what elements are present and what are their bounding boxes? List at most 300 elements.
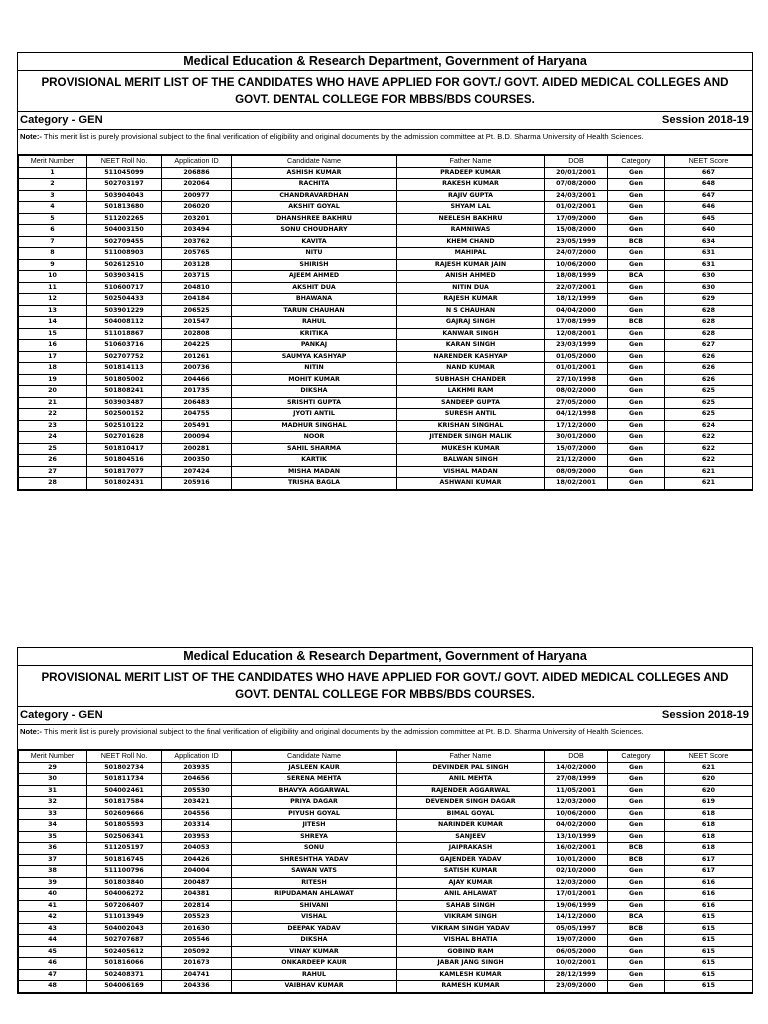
cell-dob: 15/07/2000 xyxy=(545,443,608,455)
cell-father-name: SUBHASH CHANDER xyxy=(397,374,545,386)
cell-neet-roll-no: 502609666 xyxy=(87,808,162,820)
cell-neet-score: 620 xyxy=(665,774,753,786)
cell-father-name: LAKHMI RAM xyxy=(397,386,545,398)
cell-father-name: RAMNIWAS xyxy=(397,225,545,237)
cell-father-name: KAMLESH KUMAR xyxy=(397,969,545,981)
cell-candidate-name: DEEPAK YADAV xyxy=(232,923,397,935)
cell-neet-score: 617 xyxy=(665,866,753,878)
cell-father-name: ANISH AHMED xyxy=(397,271,545,283)
cell-merit-number: 22 xyxy=(19,409,87,421)
cell-application-id: 205765 xyxy=(162,248,232,260)
cell-neet-roll-no: 502500152 xyxy=(87,409,162,421)
cell-category: Gen xyxy=(608,935,665,947)
cell-neet-roll-no: 502612510 xyxy=(87,259,162,271)
cell-category: Gen xyxy=(608,202,665,214)
cell-category: Gen xyxy=(608,294,665,306)
cell-application-id: 205491 xyxy=(162,420,232,432)
cell-dob: 15/08/2000 xyxy=(545,225,608,237)
table-row xyxy=(19,820,753,832)
cell-application-id: 200281 xyxy=(162,443,232,455)
cell-category: Gen xyxy=(608,774,665,786)
cell-merit-number: 14 xyxy=(19,317,87,329)
cell-father-name: VISHAL MADAN xyxy=(397,466,545,478)
table-row xyxy=(19,762,753,774)
cell-application-id: 201673 xyxy=(162,958,232,970)
cell-merit-number: 41 xyxy=(19,900,87,912)
cell-neet-score: 616 xyxy=(665,877,753,889)
cell-neet-roll-no: 503901229 xyxy=(87,305,162,317)
cell-merit-number: 23 xyxy=(19,420,87,432)
cell-merit-number: 10 xyxy=(19,271,87,283)
cell-neet-roll-no: 510603716 xyxy=(87,340,162,352)
cell-candidate-name: SHIRISH xyxy=(232,259,397,271)
table-row xyxy=(19,912,753,924)
cell-neet-roll-no: 502709455 xyxy=(87,236,162,248)
cell-dob: 10/02/2001 xyxy=(545,958,608,970)
cell-father-name: KARAN SINGH xyxy=(397,340,545,352)
cell-father-name: SANDEEP GUPTA xyxy=(397,397,545,409)
cell-father-name: JAIPRAKASH xyxy=(397,843,545,855)
cell-merit-number: 34 xyxy=(19,820,87,832)
table-row xyxy=(19,236,753,248)
cell-neet-roll-no: 502703197 xyxy=(87,179,162,191)
note-text: This merit list is purely provisional subject to the final verification of eligibility and original documents by the admission committee at Pt. B.D. Sharma University of Health Sciences. xyxy=(41,132,644,141)
cell-neet-score: 631 xyxy=(665,259,753,271)
cell-candidate-name: NITIN xyxy=(232,363,397,375)
cell-category: Gen xyxy=(608,225,665,237)
table-row xyxy=(19,889,753,901)
cell-category: Gen xyxy=(608,831,665,843)
cell-category: Gen xyxy=(608,455,665,467)
cell-neet-roll-no: 501817584 xyxy=(87,797,162,809)
cell-father-name: VIKRAM SINGH xyxy=(397,912,545,924)
column-header-father-name: Father Name xyxy=(397,156,545,168)
cell-category: BCB xyxy=(608,843,665,855)
cell-neet-score: 615 xyxy=(665,981,753,993)
cell-dob: 24/03/2001 xyxy=(545,190,608,202)
cell-father-name: VIKRAM SINGH YADAV xyxy=(397,923,545,935)
cell-merit-number: 3 xyxy=(19,190,87,202)
cell-category: Gen xyxy=(608,466,665,478)
column-header-category: Category xyxy=(608,751,665,763)
cell-application-id: 205523 xyxy=(162,912,232,924)
table-row xyxy=(19,190,753,202)
table-row xyxy=(19,923,753,935)
cell-application-id: 201547 xyxy=(162,317,232,329)
table-row xyxy=(19,843,753,855)
category-label: Category - GEN xyxy=(20,709,103,721)
cell-category: Gen xyxy=(608,420,665,432)
cell-neet-roll-no: 501811734 xyxy=(87,774,162,786)
cell-neet-score: 640 xyxy=(665,225,753,237)
cell-dob: 13/10/1999 xyxy=(545,831,608,843)
cell-application-id: 201261 xyxy=(162,351,232,363)
cell-neet-score: 617 xyxy=(665,854,753,866)
column-header-dob: DOB xyxy=(545,156,608,168)
table-row xyxy=(19,282,753,294)
cell-category: Gen xyxy=(608,478,665,490)
table-row xyxy=(19,478,753,490)
cell-application-id: 202808 xyxy=(162,328,232,340)
table-row xyxy=(19,351,753,363)
cell-father-name: N S CHAUHAN xyxy=(397,305,545,317)
table-row xyxy=(19,808,753,820)
column-header-father-name: Father Name xyxy=(397,751,545,763)
cell-candidate-name: CHANDRAVARDHAN xyxy=(232,190,397,202)
cell-neet-roll-no: 504002043 xyxy=(87,923,162,935)
cell-neet-roll-no: 502707687 xyxy=(87,935,162,947)
cell-application-id: 203715 xyxy=(162,271,232,283)
cell-merit-number: 37 xyxy=(19,854,87,866)
table-row xyxy=(19,271,753,283)
cell-category: BCB xyxy=(608,923,665,935)
cell-neet-roll-no: 511018867 xyxy=(87,328,162,340)
cell-candidate-name: RAHUL xyxy=(232,969,397,981)
cell-merit-number: 43 xyxy=(19,923,87,935)
cell-candidate-name: PIYUSH GOYAL xyxy=(232,808,397,820)
cell-category: Gen xyxy=(608,305,665,317)
cell-category: Gen xyxy=(608,946,665,958)
cell-application-id: 200094 xyxy=(162,432,232,444)
column-header-neet-score: NEET Score xyxy=(665,751,753,763)
cell-neet-roll-no: 501814113 xyxy=(87,363,162,375)
cell-merit-number: 20 xyxy=(19,386,87,398)
column-header-neet-roll-no: NEET Roll No. xyxy=(87,751,162,763)
cell-application-id: 205530 xyxy=(162,785,232,797)
table-row xyxy=(19,877,753,889)
table-row xyxy=(19,409,753,421)
cell-father-name: JITENDER SINGH MALIK xyxy=(397,432,545,444)
table-row xyxy=(19,340,753,352)
cell-candidate-name: PRIYA DAGAR xyxy=(232,797,397,809)
cell-category: Gen xyxy=(608,340,665,352)
cell-merit-number: 19 xyxy=(19,374,87,386)
list-title xyxy=(18,71,752,111)
cell-father-name: NAND KUMAR xyxy=(397,363,545,375)
cell-category: Gen xyxy=(608,282,665,294)
cell-application-id: 201630 xyxy=(162,923,232,935)
column-header-category: Category xyxy=(608,156,665,168)
cell-father-name: GOBIND RAM xyxy=(397,946,545,958)
cell-neet-roll-no: 501804516 xyxy=(87,455,162,467)
cell-category: BCB xyxy=(608,236,665,248)
cell-merit-number: 42 xyxy=(19,912,87,924)
cell-dob: 08/09/2000 xyxy=(545,466,608,478)
cell-dob: 04/04/2000 xyxy=(545,305,608,317)
table-row xyxy=(19,305,753,317)
cell-neet-score: 616 xyxy=(665,900,753,912)
cell-father-name: RAJESH KUMAR JAIN xyxy=(397,259,545,271)
cell-neet-roll-no: 504008112 xyxy=(87,317,162,329)
cell-neet-roll-no: 504006272 xyxy=(87,889,162,901)
table-row xyxy=(19,397,753,409)
cell-candidate-name: TRISHA BAGLA xyxy=(232,478,397,490)
column-header-dob: DOB xyxy=(545,751,608,763)
cell-father-name: NARINDER KUMAR xyxy=(397,820,545,832)
cell-application-id: 202814 xyxy=(162,900,232,912)
cell-candidate-name: SHIVANI xyxy=(232,900,397,912)
cell-merit-number: 32 xyxy=(19,797,87,809)
cell-neet-score: 630 xyxy=(665,282,753,294)
cell-category: Gen xyxy=(608,248,665,260)
cell-candidate-name: JITESH xyxy=(232,820,397,832)
cell-neet-score: 647 xyxy=(665,190,753,202)
cell-candidate-name: NOOR xyxy=(232,432,397,444)
list-title-line-1: PROVISIONAL MERIT LIST OF THE CANDIDATES WHO HAVE APPLIED FOR GOVT./ GOVT. AIDED MEDICAL COLLEGES AND xyxy=(41,76,729,89)
cell-neet-roll-no: 501817077 xyxy=(87,466,162,478)
cell-merit-number: 24 xyxy=(19,432,87,444)
note xyxy=(18,130,752,155)
cell-merit-number: 6 xyxy=(19,225,87,237)
cell-neet-score: 618 xyxy=(665,820,753,832)
cell-dob: 17/01/2001 xyxy=(545,889,608,901)
cell-category: Gen xyxy=(608,762,665,774)
cell-merit-number: 4 xyxy=(19,202,87,214)
cell-application-id: 200977 xyxy=(162,190,232,202)
cell-dob: 05/05/1997 xyxy=(545,923,608,935)
cell-neet-roll-no: 502405612 xyxy=(87,946,162,958)
merit-table xyxy=(18,155,753,490)
cell-neet-roll-no: 511100796 xyxy=(87,866,162,878)
cell-candidate-name: SRISHTI GUPTA xyxy=(232,397,397,409)
cell-application-id: 204053 xyxy=(162,843,232,855)
cell-application-id: 204004 xyxy=(162,866,232,878)
cell-dob: 27/10/1998 xyxy=(545,374,608,386)
merit-table xyxy=(18,750,753,993)
cell-dob: 17/08/1999 xyxy=(545,317,608,329)
table-row xyxy=(19,946,753,958)
column-header-neet-score: NEET Score xyxy=(665,156,753,168)
cell-dob: 06/05/2000 xyxy=(545,946,608,958)
table-row xyxy=(19,374,753,386)
column-header-merit-number: Merit Number xyxy=(19,156,87,168)
cell-candidate-name: BHAVYA AGGARWAL xyxy=(232,785,397,797)
cell-neet-roll-no: 510600717 xyxy=(87,282,162,294)
cell-neet-score: 667 xyxy=(665,167,753,179)
table-row xyxy=(19,455,753,467)
cell-application-id: 202064 xyxy=(162,179,232,191)
cell-merit-number: 30 xyxy=(19,774,87,786)
cell-category: Gen xyxy=(608,443,665,455)
cell-neet-score: 621 xyxy=(665,478,753,490)
cell-father-name: ANIL AHLAWAT xyxy=(397,889,545,901)
merit-list-sheet-2 xyxy=(17,647,753,994)
cell-merit-number: 13 xyxy=(19,305,87,317)
cell-neet-score: 619 xyxy=(665,797,753,809)
cell-dob: 01/01/2001 xyxy=(545,363,608,375)
cell-dob: 23/09/2000 xyxy=(545,981,608,993)
category-session-row xyxy=(18,706,752,725)
cell-neet-score: 628 xyxy=(665,317,753,329)
cell-neet-score: 625 xyxy=(665,397,753,409)
cell-dob: 23/03/1999 xyxy=(545,340,608,352)
cell-application-id: 203128 xyxy=(162,259,232,271)
cell-father-name: BALWAN SINGH xyxy=(397,455,545,467)
cell-application-id: 204466 xyxy=(162,374,232,386)
cell-merit-number: 25 xyxy=(19,443,87,455)
cell-father-name: JABAR JANG SINGH xyxy=(397,958,545,970)
cell-candidate-name: KRITIKA xyxy=(232,328,397,340)
cell-category: Gen xyxy=(608,328,665,340)
cell-dob: 17/12/2000 xyxy=(545,420,608,432)
cell-application-id: 204810 xyxy=(162,282,232,294)
table-row xyxy=(19,797,753,809)
cell-application-id: 201735 xyxy=(162,386,232,398)
cell-candidate-name: VISHAL xyxy=(232,912,397,924)
cell-merit-number: 36 xyxy=(19,843,87,855)
cell-merit-number: 27 xyxy=(19,466,87,478)
cell-application-id: 205092 xyxy=(162,946,232,958)
cell-application-id: 204426 xyxy=(162,854,232,866)
column-header-application-id: Application ID xyxy=(162,751,232,763)
cell-dob: 12/03/2000 xyxy=(545,797,608,809)
cell-neet-score: 625 xyxy=(665,386,753,398)
table-header-row xyxy=(19,156,753,168)
cell-candidate-name: MOHIT KUMAR xyxy=(232,374,397,386)
table-row xyxy=(19,225,753,237)
table-row xyxy=(19,466,753,478)
table-row xyxy=(19,900,753,912)
cell-father-name: RAJESH KUMAR xyxy=(397,294,545,306)
cell-application-id: 205916 xyxy=(162,478,232,490)
cell-merit-number: 17 xyxy=(19,351,87,363)
cell-category: Gen xyxy=(608,785,665,797)
cell-candidate-name: KARTIK xyxy=(232,455,397,467)
table-row xyxy=(19,981,753,993)
column-header-neet-roll-no: NEET Roll No. xyxy=(87,156,162,168)
cell-merit-number: 8 xyxy=(19,248,87,260)
note-text: This merit list is purely provisional subject to the final verification of eligibility and original documents by the admission committee at Pt. B.D. Sharma University of Health Sciences. xyxy=(41,727,644,736)
cell-application-id: 204184 xyxy=(162,294,232,306)
session-label: Session 2018-19 xyxy=(661,114,749,126)
cell-category: Gen xyxy=(608,820,665,832)
cell-candidate-name: TARUN CHAUHAN xyxy=(232,305,397,317)
cell-candidate-name: KAVITA xyxy=(232,236,397,248)
table-row xyxy=(19,958,753,970)
cell-dob: 04/02/2000 xyxy=(545,820,608,832)
cell-dob: 04/12/1998 xyxy=(545,409,608,421)
cell-neet-score: 628 xyxy=(665,328,753,340)
cell-neet-score: 629 xyxy=(665,294,753,306)
cell-neet-score: 620 xyxy=(665,785,753,797)
cell-application-id: 205546 xyxy=(162,935,232,947)
cell-merit-number: 18 xyxy=(19,363,87,375)
cell-neet-score: 615 xyxy=(665,923,753,935)
cell-father-name: KRISHAN SINGHAL xyxy=(397,420,545,432)
cell-candidate-name: AKSHIT GOYAL xyxy=(232,202,397,214)
cell-candidate-name: SONU xyxy=(232,843,397,855)
cell-merit-number: 48 xyxy=(19,981,87,993)
cell-neet-score: 622 xyxy=(665,443,753,455)
cell-father-name: MUKESH KUMAR xyxy=(397,443,545,455)
cell-neet-score: 615 xyxy=(665,946,753,958)
cell-application-id: 204755 xyxy=(162,409,232,421)
cell-candidate-name: SERENA MEHTA xyxy=(232,774,397,786)
cell-merit-number: 26 xyxy=(19,455,87,467)
cell-dob: 01/05/2000 xyxy=(545,351,608,363)
cell-dob: 23/05/1999 xyxy=(545,236,608,248)
cell-category: Gen xyxy=(608,432,665,444)
cell-application-id: 204381 xyxy=(162,889,232,901)
cell-dob: 27/05/2000 xyxy=(545,397,608,409)
table-row xyxy=(19,328,753,340)
cell-dob: 18/08/1999 xyxy=(545,271,608,283)
category-session-row xyxy=(18,111,752,130)
cell-father-name: PRADEEP KUMAR xyxy=(397,167,545,179)
cell-candidate-name: SAWAN VATS xyxy=(232,866,397,878)
cell-candidate-name: DIKSHA xyxy=(232,935,397,947)
cell-dob: 30/01/2000 xyxy=(545,432,608,444)
cell-merit-number: 33 xyxy=(19,808,87,820)
cell-category: Gen xyxy=(608,958,665,970)
list-title-line-2: GOVT. DENTAL COLLEGE FOR MBBS/BDS COURSES. xyxy=(235,688,535,701)
cell-neet-score: 624 xyxy=(665,420,753,432)
cell-neet-score: 627 xyxy=(665,340,753,352)
cell-application-id: 203314 xyxy=(162,820,232,832)
note-label: Note:- xyxy=(20,132,42,141)
cell-category: Gen xyxy=(608,179,665,191)
table-row xyxy=(19,854,753,866)
cell-application-id: 206020 xyxy=(162,202,232,214)
table-row xyxy=(19,866,753,878)
cell-category: BCB xyxy=(608,317,665,329)
cell-father-name: RAKESH KUMAR xyxy=(397,179,545,191)
cell-candidate-name: SHRESHTHA YADAV xyxy=(232,854,397,866)
cell-dob: 27/08/1999 xyxy=(545,774,608,786)
cell-category: Gen xyxy=(608,351,665,363)
cell-candidate-name: VINAY KUMAR xyxy=(232,946,397,958)
cell-neet-score: 625 xyxy=(665,409,753,421)
cell-application-id: 204656 xyxy=(162,774,232,786)
cell-neet-roll-no: 501808241 xyxy=(87,386,162,398)
table-row xyxy=(19,317,753,329)
department-title: Medical Education & Research Department, Government of Haryana xyxy=(18,648,752,666)
cell-merit-number: 31 xyxy=(19,785,87,797)
cell-dob: 14/12/2000 xyxy=(545,912,608,924)
cell-candidate-name: VAIBHAV KUMAR xyxy=(232,981,397,993)
cell-dob: 12/08/2001 xyxy=(545,328,608,340)
cell-candidate-name: RIPUDAMAN AHLAWAT xyxy=(232,889,397,901)
cell-category: BCA xyxy=(608,271,665,283)
cell-father-name: ANIL MEHTA xyxy=(397,774,545,786)
cell-dob: 14/02/2000 xyxy=(545,762,608,774)
cell-neet-score: 622 xyxy=(665,432,753,444)
cell-category: BCA xyxy=(608,912,665,924)
cell-neet-score: 616 xyxy=(665,889,753,901)
cell-candidate-name: DHANSHREE BAKHRU xyxy=(232,213,397,225)
cell-neet-score: 615 xyxy=(665,958,753,970)
cell-father-name: SANJEEV xyxy=(397,831,545,843)
cell-dob: 22/07/2001 xyxy=(545,282,608,294)
cell-application-id: 200736 xyxy=(162,363,232,375)
cell-merit-number: 2 xyxy=(19,179,87,191)
cell-candidate-name: JASLEEN KAUR xyxy=(232,762,397,774)
cell-father-name: NARENDER KASHYAP xyxy=(397,351,545,363)
cell-father-name: RAJIV GUPTA xyxy=(397,190,545,202)
cell-merit-number: 21 xyxy=(19,397,87,409)
cell-candidate-name: RAHUL xyxy=(232,317,397,329)
cell-father-name: GAJRAJ SINGH xyxy=(397,317,545,329)
cell-dob: 28/12/1999 xyxy=(545,969,608,981)
category-label: Category - GEN xyxy=(20,114,103,126)
cell-candidate-name: NITU xyxy=(232,248,397,260)
cell-dob: 10/01/2000 xyxy=(545,854,608,866)
column-header-candidate-name: Candidate Name xyxy=(232,156,397,168)
cell-candidate-name: SAUMYA KASHYAP xyxy=(232,351,397,363)
cell-neet-score: 615 xyxy=(665,912,753,924)
table-row xyxy=(19,935,753,947)
cell-neet-score: 622 xyxy=(665,455,753,467)
